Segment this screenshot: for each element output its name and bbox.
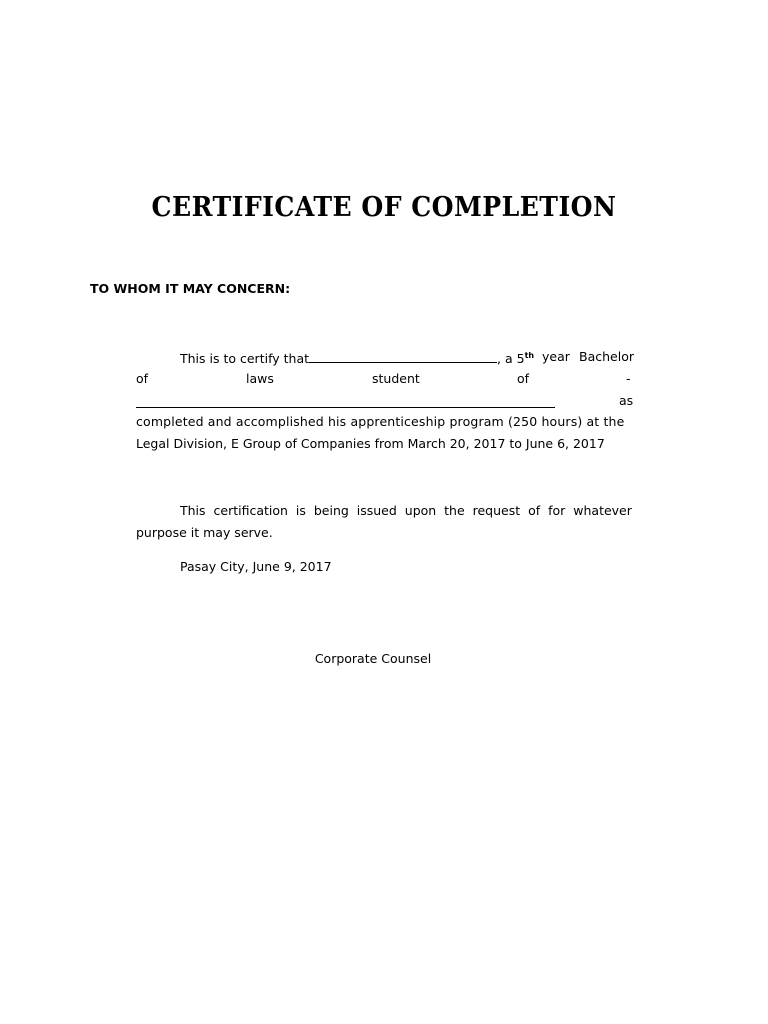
issuance-word: certification bbox=[213, 503, 288, 518]
paragraph-line-3 bbox=[136, 391, 632, 413]
of-word-1: of bbox=[136, 371, 149, 386]
issuance-paragraph-line-2: purpose it may serve. bbox=[136, 525, 273, 540]
paragraph-line-5-text: Legal Division, E Group of Companies from March 20, 2017 to June 6, 2017 bbox=[136, 436, 605, 451]
issuance-word: being bbox=[313, 503, 349, 518]
paragraph-line-5 bbox=[136, 434, 632, 456]
student-word: student bbox=[372, 371, 420, 386]
paragraph-line-1 bbox=[136, 347, 632, 369]
issuance-word: This bbox=[180, 503, 206, 518]
issuance-word: issued bbox=[356, 503, 397, 518]
place-date: Pasay City, June 9, 2017 bbox=[180, 559, 332, 574]
name-blank bbox=[309, 349, 497, 363]
issuance-word: whatever bbox=[573, 503, 632, 518]
signatory-title: Corporate Counsel bbox=[314, 651, 432, 666]
paragraph-line-4 bbox=[136, 412, 632, 434]
paragraph-line-4-text: completed and accomplished his apprenticeship program (250 hours) at the bbox=[136, 414, 625, 429]
issuance-paragraph-line-1 bbox=[136, 503, 632, 518]
issuance-word: is bbox=[295, 503, 306, 518]
issuance-word: for bbox=[548, 503, 566, 518]
school-blank bbox=[136, 394, 555, 408]
issuance-word: request bbox=[472, 503, 521, 518]
year-prefix: , a 5 bbox=[497, 351, 525, 366]
laws-word: laws bbox=[246, 371, 274, 386]
as-word: as bbox=[619, 393, 634, 408]
year-suffix: th bbox=[524, 351, 535, 360]
dash: - bbox=[626, 371, 631, 386]
year-word: year bbox=[542, 349, 570, 364]
certificate-title: CERTIFICATE OF COMPLETION bbox=[151, 192, 617, 223]
of-word-2: of bbox=[517, 371, 530, 386]
issuance-word: the bbox=[444, 503, 465, 518]
paragraph-line-2 bbox=[136, 369, 632, 391]
salutation: TO WHOM IT MAY CONCERN: bbox=[90, 281, 291, 296]
issuance-word: of bbox=[528, 503, 541, 518]
bachelor-word: Bachelor bbox=[579, 349, 634, 364]
issuance-word: upon bbox=[404, 503, 437, 518]
certify-prefix: This is to certify that bbox=[180, 351, 310, 366]
